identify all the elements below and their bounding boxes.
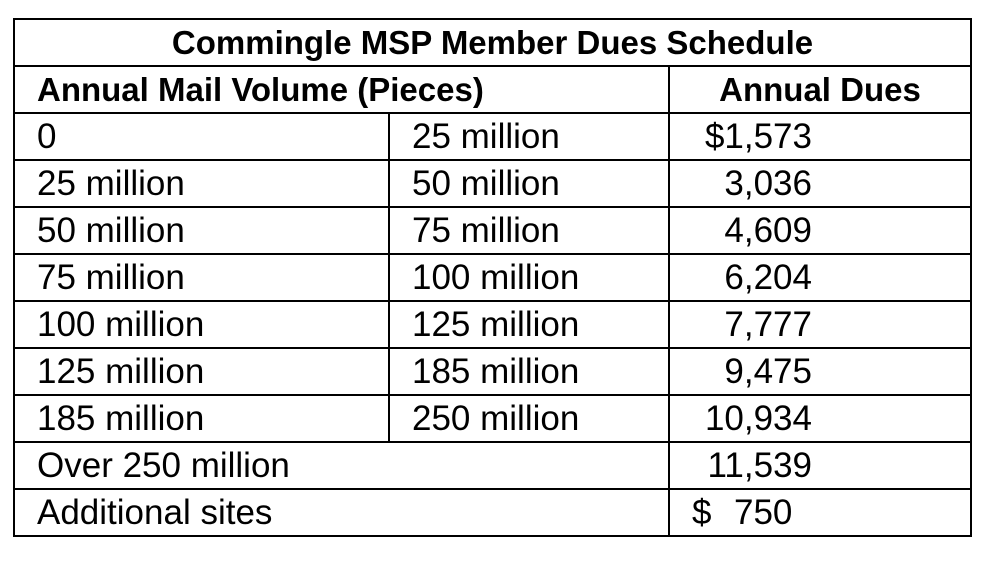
dues-header: Annual Dues	[669, 66, 971, 113]
volume-to: 100 million	[389, 254, 669, 301]
volume-from: 100 million	[14, 301, 389, 348]
dues-cell	[669, 113, 971, 160]
table-row	[14, 301, 971, 348]
currency-symbol: $	[692, 493, 712, 532]
dues-schedule-table	[13, 18, 972, 537]
dues-cell	[669, 207, 971, 254]
table-row	[14, 160, 971, 207]
volume-to: 25 million	[389, 113, 669, 160]
dues-value: 3,036	[724, 164, 812, 203]
volume-from: 0	[14, 113, 389, 160]
additional-row	[14, 489, 971, 536]
dues-cell	[669, 442, 971, 489]
table-row	[14, 254, 971, 301]
volume-to: 250 million	[389, 395, 669, 442]
volume-to: 50 million	[389, 160, 669, 207]
volume-from: 125 million	[14, 348, 389, 395]
header-row	[14, 66, 971, 113]
dues-value: 10,934	[704, 399, 812, 438]
dues-cell	[669, 254, 971, 301]
volume-from: 50 million	[14, 207, 389, 254]
table-row	[14, 395, 971, 442]
table-title: Commingle MSP Member Dues Schedule	[14, 19, 971, 66]
table-row	[14, 113, 971, 160]
volume-to: 185 million	[389, 348, 669, 395]
dues-cell	[669, 395, 971, 442]
over-row	[14, 442, 971, 489]
dues-cell	[669, 160, 971, 207]
volume-from: 25 million	[14, 160, 389, 207]
dues-value: 4,609	[724, 211, 812, 250]
volume-from: 75 million	[14, 254, 389, 301]
additional-label: Additional sites	[14, 489, 669, 536]
volume-to: 125 million	[389, 301, 669, 348]
dues-value: 9,475	[724, 352, 812, 391]
dues-value: 6,204	[724, 258, 812, 297]
title-row	[14, 19, 971, 66]
table-row	[14, 348, 971, 395]
volume-from: 185 million	[14, 395, 389, 442]
table-row	[14, 207, 971, 254]
dues-cell	[669, 348, 971, 395]
dues-value: 7,777	[724, 305, 812, 344]
dues-cell	[669, 489, 971, 536]
volume-header: Annual Mail Volume (Pieces)	[14, 66, 669, 113]
dues-cell	[669, 301, 971, 348]
volume-to: 75 million	[389, 207, 669, 254]
dues-value: 11,539	[707, 446, 812, 485]
dues-value: $1,573	[704, 117, 812, 156]
over-label: Over 250 million	[14, 442, 669, 489]
dues-value: 750	[734, 493, 793, 532]
